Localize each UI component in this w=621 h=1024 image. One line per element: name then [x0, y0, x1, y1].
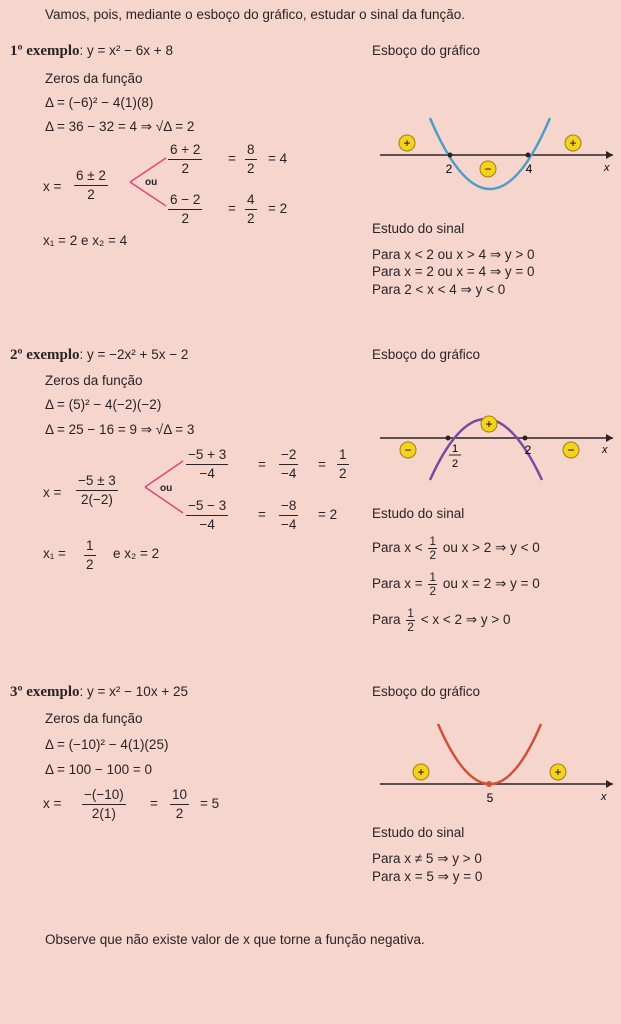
denominator: −4: [199, 516, 215, 532]
text: ou x > 2 ⇒ y < 0: [442, 540, 540, 555]
denominator: −4: [281, 465, 297, 481]
denominator: −4: [199, 465, 215, 481]
delta-line-2: Δ = 100 − 100 = 0: [45, 762, 152, 777]
numerator: 6 − 2: [168, 192, 202, 210]
study-2-line-3: [372, 606, 510, 634]
denominator: 2: [339, 465, 347, 481]
graph-1-title: Esboço do gráfico: [372, 43, 481, 58]
root-label-1-num: 1: [451, 443, 459, 455]
sign-left: −: [404, 443, 412, 457]
sign-left: +: [417, 765, 425, 779]
zeros-label: Zeros da função: [45, 373, 143, 388]
numerator: 1: [407, 605, 414, 620]
numerator: 1: [84, 538, 96, 556]
sign-middle: +: [485, 417, 493, 431]
denominator: 2: [429, 583, 437, 598]
numerator: −5 + 3: [186, 447, 228, 465]
delta-line-1: Δ = (−6)² − 4(1)(8): [45, 95, 154, 110]
equals-sign: =: [228, 151, 236, 166]
ou-label: ou: [160, 483, 173, 494]
axis-arrow-icon: [606, 780, 613, 788]
example-3-heading: 3º exemplo: [10, 684, 80, 700]
fraction-2: [170, 787, 189, 821]
axis-label: x: [601, 791, 607, 803]
result: = 5: [200, 796, 220, 811]
example-2-title: [10, 348, 188, 363]
equals-sign: =: [258, 507, 266, 522]
numerator: −2: [279, 447, 298, 465]
roots-line: x₁ = 2 e x₂ = 4: [43, 233, 128, 248]
branch-2-result: = 2: [318, 507, 338, 522]
study-3-line: Para x ≠ 5 ⇒ y > 0: [372, 851, 482, 866]
denominator: 2: [181, 210, 189, 226]
root-point: [446, 436, 451, 441]
delta-line-1: Δ = (−10)² − 4(1)(25): [45, 737, 169, 752]
axis-arrow-icon: [606, 434, 613, 442]
root-label-2: 2: [524, 443, 532, 457]
sign-right: −: [567, 443, 575, 457]
text: < x < 2 ⇒ y > 0: [420, 612, 511, 627]
numerator: −(−10): [82, 787, 126, 805]
denominator: 2: [429, 547, 437, 562]
branch-2-fraction: [186, 498, 228, 532]
sign-left: +: [403, 136, 411, 150]
graph-2: [375, 398, 615, 488]
denominator: 2: [407, 619, 414, 634]
numerator: −8: [279, 498, 298, 516]
inline-fraction: [428, 535, 437, 562]
branch-1-fraction: [186, 447, 228, 481]
delta-line-1: Δ = (5)² − 4(−2)(−2): [45, 397, 162, 412]
axis-label: x: [602, 444, 608, 456]
branch-1-fraction-3: [337, 447, 349, 481]
numerator: 8: [245, 142, 257, 160]
root-point: [523, 436, 528, 441]
branch-2-fraction-2: [279, 498, 298, 532]
study-1-line: Para 2 < x < 4 ⇒ y < 0: [372, 282, 506, 297]
inline-fraction: [406, 607, 415, 634]
denominator: 2: [247, 160, 255, 176]
root-label-1: 2: [445, 162, 453, 176]
fraction-denominator: 2: [87, 186, 95, 202]
branch-1-fraction: [168, 142, 202, 176]
fraction-1: [82, 787, 126, 821]
study-2-title: Estudo do sinal: [372, 506, 465, 521]
root-point: [486, 781, 492, 787]
zeros-label: Zeros da função: [45, 71, 143, 86]
sign-middle: −: [484, 162, 492, 176]
x-equals: x =: [43, 179, 62, 194]
denominator: 2: [86, 556, 94, 572]
numerator: 1: [429, 569, 437, 584]
parabola-curve: [438, 724, 541, 784]
x-equals: x =: [43, 796, 62, 811]
equals-sign: =: [150, 796, 158, 811]
branch-1-result: = 4: [268, 151, 288, 166]
example-1-title: [10, 44, 173, 59]
example-2-heading: 2º exemplo: [10, 347, 80, 363]
main-fraction: [76, 473, 118, 507]
example-1-function: : y = x² − 6x + 8: [79, 43, 173, 58]
text: Para: [372, 612, 401, 627]
denominator: 2(1): [91, 805, 116, 821]
numerator: −5 − 3: [186, 498, 228, 516]
x-equals: x =: [43, 485, 62, 500]
numerator: 4: [245, 192, 257, 210]
denominator: 2: [181, 160, 189, 176]
study-2-line-2: [372, 570, 540, 598]
root-point: [448, 153, 453, 158]
root-label: 5: [486, 791, 494, 805]
numerator: 10: [170, 787, 189, 805]
graph-3-title: Esboço do gráfico: [372, 684, 481, 699]
study-3-line: Para x = 5 ⇒ y = 0: [372, 869, 483, 884]
denominator: −4: [281, 516, 297, 532]
study-1-title: Estudo do sinal: [372, 221, 465, 236]
roots-rest: e x₂ = 2: [113, 546, 160, 561]
branch-2-fraction: [168, 192, 202, 226]
branch-2-result: = 2: [268, 201, 288, 216]
inline-fraction: [428, 571, 437, 598]
roots-x1-label: x₁ =: [43, 546, 66, 561]
example-2-function: : y = −2x² + 5x − 2: [79, 347, 189, 362]
root-point: [526, 153, 531, 158]
study-3-title: Estudo do sinal: [372, 825, 465, 840]
axis-label: x: [604, 162, 610, 174]
equals-sign: =: [318, 457, 326, 472]
zeros-label: Zeros da função: [45, 711, 143, 726]
example-3-function: : y = x² − 10x + 25: [79, 684, 188, 699]
roots-fraction: [84, 538, 96, 572]
sign-right: +: [569, 136, 577, 150]
main-fraction: [74, 168, 108, 202]
branch-2-fraction-2: [245, 192, 257, 226]
numerator: 6 + 2: [168, 142, 202, 160]
fraction-numerator: −5 ± 3: [76, 473, 118, 491]
text: Para x =: [372, 576, 423, 591]
axis-arrow-icon: [606, 151, 613, 159]
sign-right: +: [554, 765, 562, 779]
text: ou x = 2 ⇒ y = 0: [442, 576, 540, 591]
equals-sign: =: [228, 201, 236, 216]
root-label-2: 4: [525, 162, 533, 176]
denominator: 2: [175, 805, 184, 821]
branch-1-fraction-2: [279, 447, 298, 481]
text: Para x <: [372, 540, 423, 555]
example-1-heading: 1º exemplo: [10, 43, 80, 59]
footer-note: Observe que não existe valor de x que torne a função negativa.: [45, 932, 425, 947]
graph-1: [375, 110, 615, 200]
ou-label: ou: [145, 177, 158, 188]
numerator: 1: [429, 533, 437, 548]
branch-1-fraction-2: [245, 142, 257, 176]
graph-2-title: Esboço do gráfico: [372, 347, 481, 362]
delta-line-2: Δ = 36 − 32 = 4 ⇒ √Δ = 2: [45, 119, 195, 134]
study-2-line-1: [372, 534, 540, 562]
study-1-line: Para x < 2 ou x > 4 ⇒ y > 0: [372, 247, 535, 262]
root-label-1-den: 2: [451, 458, 459, 470]
fraction-numerator: 6 ± 2: [74, 168, 108, 186]
intro-text: Vamos, pois, mediante o esboço do gráfico, estudar o sinal da função.: [45, 7, 466, 22]
graph-3: [375, 720, 615, 810]
study-1-line: Para x = 2 ou x = 4 ⇒ y = 0: [372, 264, 535, 279]
example-3-title: [10, 685, 188, 700]
fraction-denominator: 2(−2): [80, 491, 113, 507]
numerator: 1: [337, 447, 349, 465]
delta-line-2: Δ = 25 − 16 = 9 ⇒ √Δ = 3: [45, 422, 195, 437]
denominator: 2: [247, 210, 255, 226]
equals-sign: =: [258, 457, 266, 472]
